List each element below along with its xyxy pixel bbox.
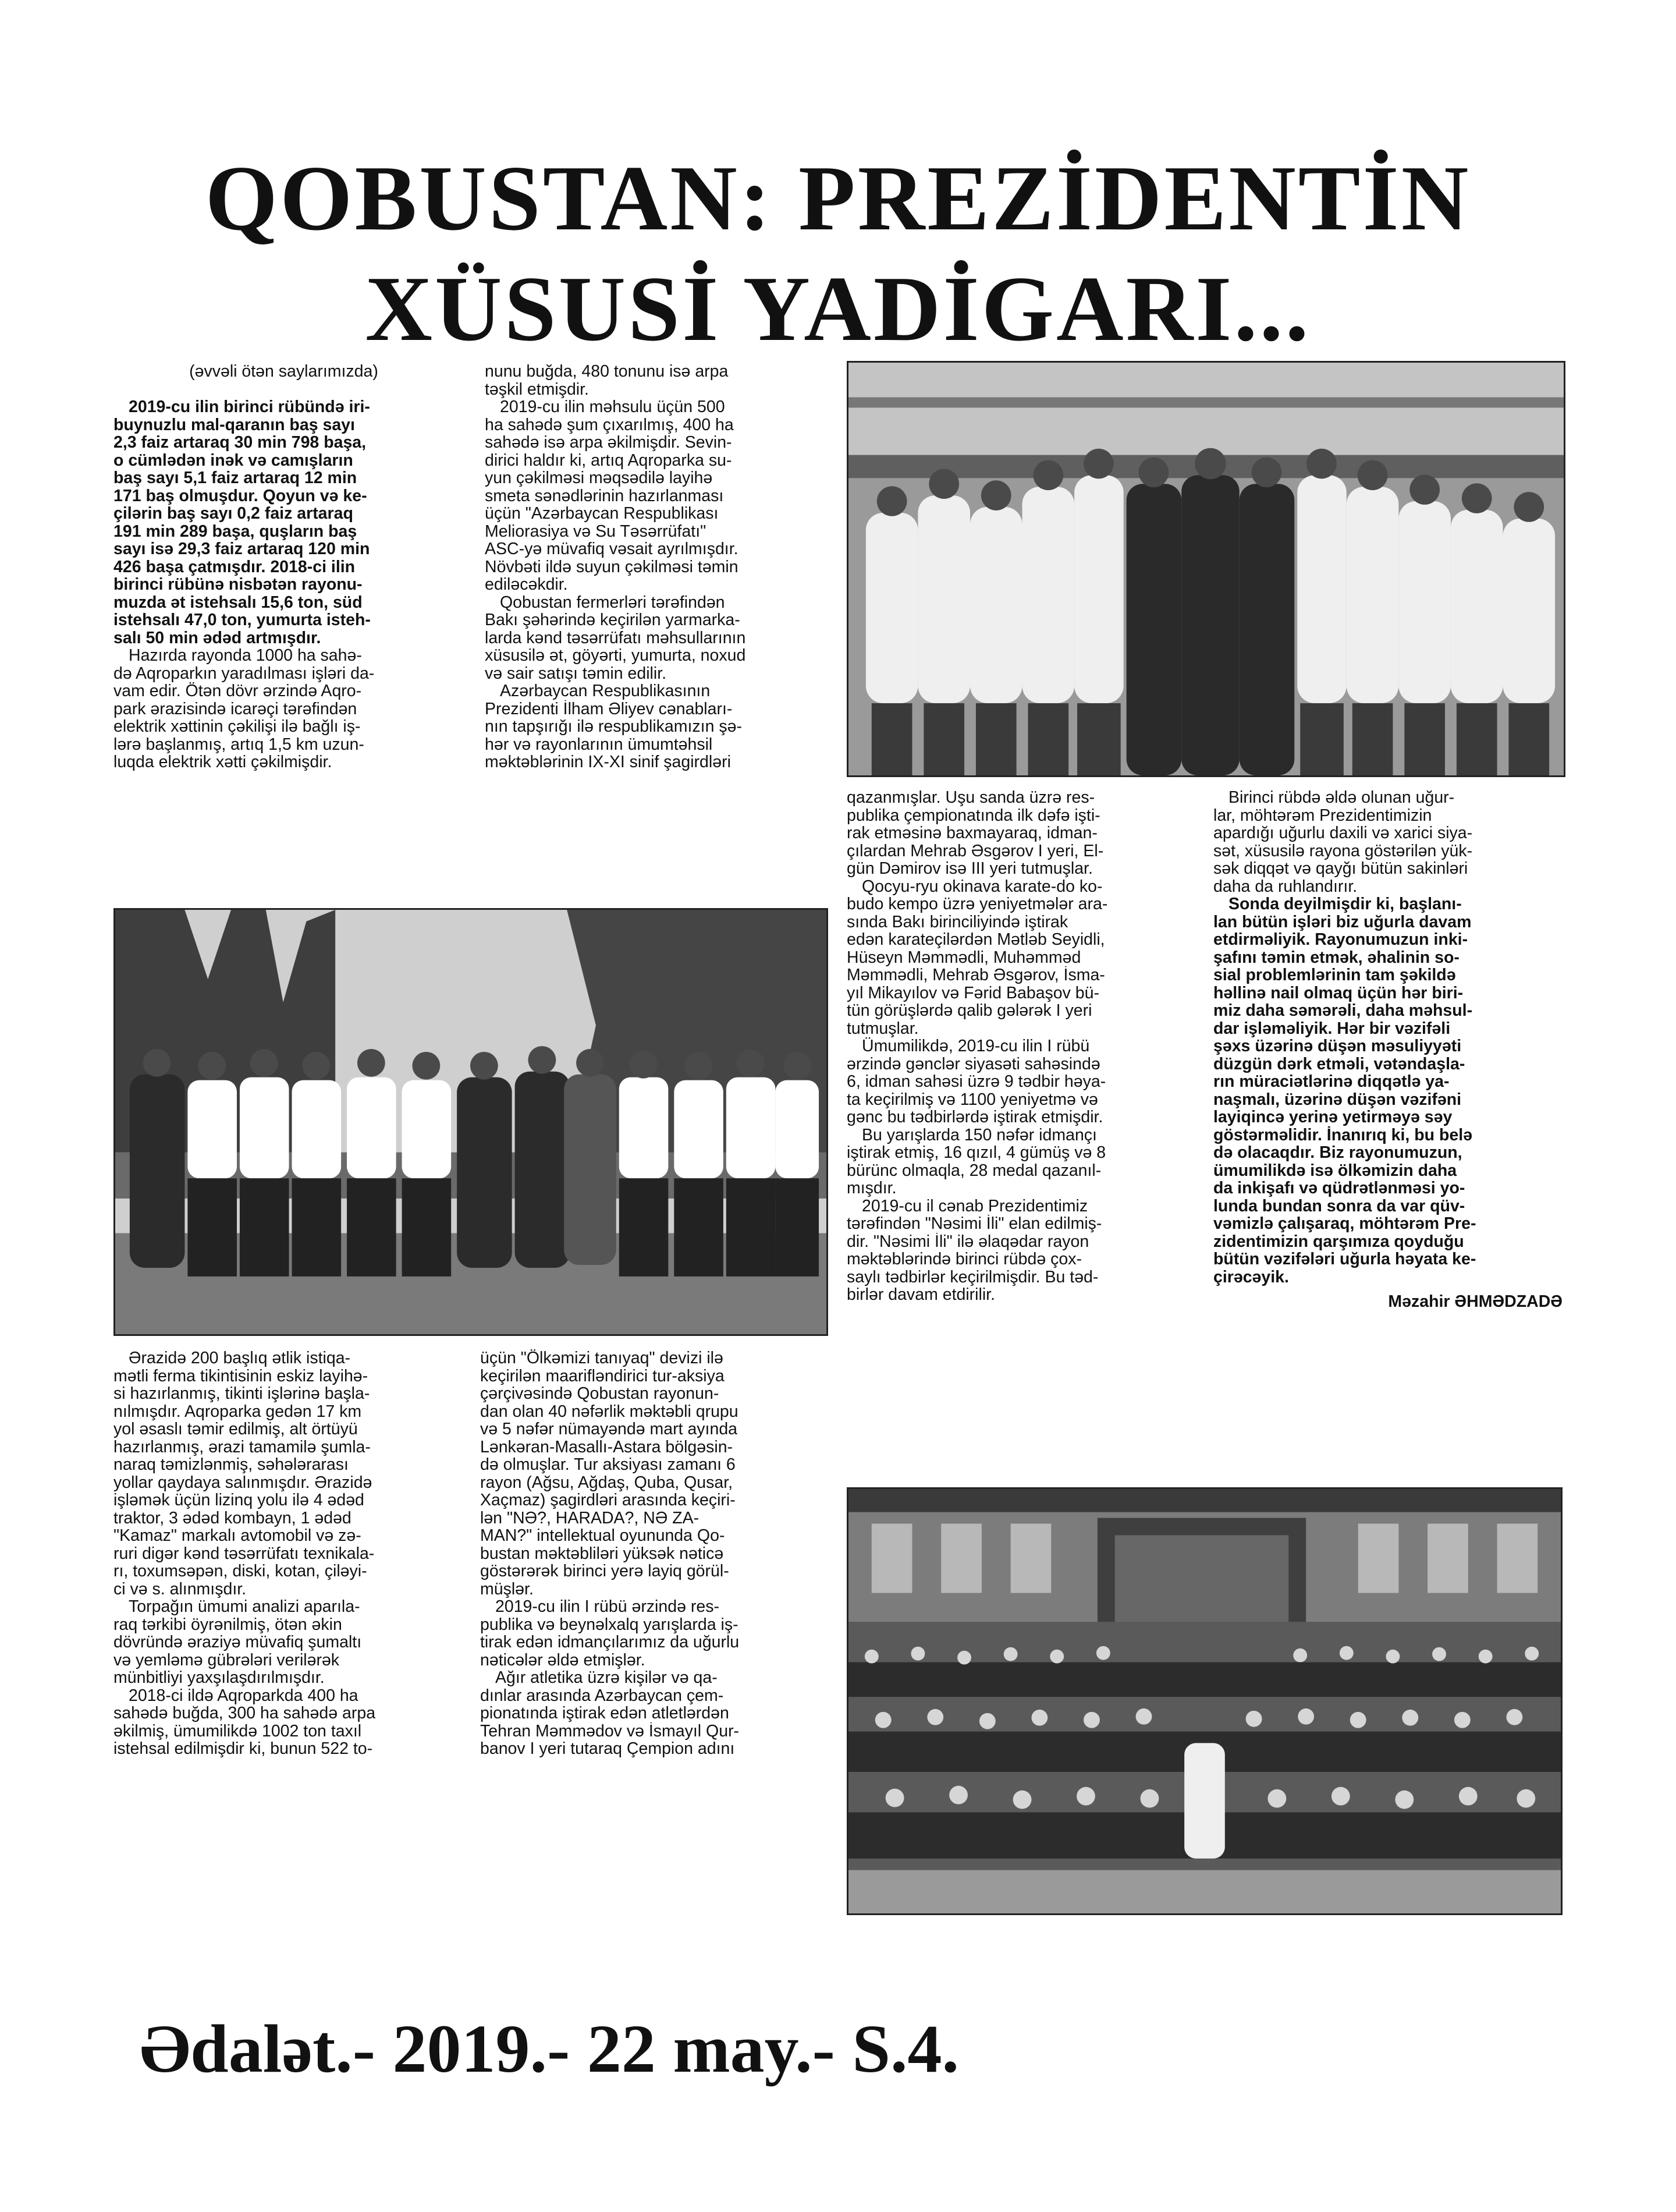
text-line: nəticələr əldə etmişlər. xyxy=(480,1651,645,1669)
text-line: tərəfindən "Nəsimi İli" elan edilmiş- xyxy=(847,1215,1102,1233)
text-line: etdirməliyik. Rayonumuzun inki- xyxy=(1213,931,1468,949)
text-line: Azərbaycan Respublikasının xyxy=(500,682,711,700)
text-line: Ərazidə 200 başlıq ətlik istiqa- xyxy=(129,1349,351,1367)
text-line: naraq təmizlənmiş, səhələrarası xyxy=(113,1456,349,1474)
text-line: gün Dəmirov isə III yeri tutmuşlar. xyxy=(847,860,1093,878)
text-line: və 5 nəfər nümayəndə mart ayında xyxy=(480,1420,738,1438)
text-line: publika və beynəlxalq yarışlarda iş- xyxy=(480,1615,738,1633)
text-line: təşkil etmişdir. xyxy=(485,380,589,398)
text-line: da inkişafı və qüdrətlənməsi yo- xyxy=(1213,1179,1465,1197)
text-line: baş sayı 5,1 faiz artaraq 12 min xyxy=(113,469,357,487)
text-line: mətli ferma tikintisinin eskiz layihə- xyxy=(113,1367,368,1385)
text-line: və sair satışı təmin edilir. xyxy=(485,664,667,682)
text-line: keçirilən maarifləndirici tur-aksiya xyxy=(480,1367,725,1385)
text-line: traktor, 3 ədəd kombayn, 1 ədəd xyxy=(113,1509,351,1527)
text-line: 191 min 289 başa, quşların baş xyxy=(113,522,357,540)
text-line: qazanmışlar. Uşu sanda üzrə res- xyxy=(847,789,1095,807)
text-line: Qobustan fermerləri tərəfindən xyxy=(500,593,725,611)
text-line: larda kənd təsərrüfatı məhsullarının xyxy=(485,629,746,647)
text-line: 426 başa çatmışdır. 2018-ci ilin xyxy=(113,558,356,576)
text-line: istehsalı 47,0 ton, yumurta isteh- xyxy=(113,611,371,629)
text-line: publika çempionatında ilk dəfə işti- xyxy=(847,806,1100,824)
photo-group-safety-vests xyxy=(113,908,828,1336)
text-line: nunu buğda, 480 tonunu isə arpa xyxy=(485,363,729,381)
text-line: Tehran Məmmədov və İsmayıl Qur- xyxy=(480,1722,740,1740)
text-line: Qocyu-ryu okinava karate-do ko- xyxy=(862,877,1103,895)
text-line: si hazırlanmış, tikinti işlərinə başla- xyxy=(113,1385,370,1403)
text-line: sayı isə 29,3 faiz artaraq 120 min xyxy=(113,540,370,558)
text-line: rayon (Ağsu, Ağdaş, Quba, Qusar, xyxy=(480,1473,733,1491)
column-2-top xyxy=(485,363,826,771)
text-line: əkilmiş, ümumilikdə 1002 ton taxıl xyxy=(113,1722,362,1740)
text-line: 2019-cu il cənab Prezidentimiz xyxy=(862,1197,1088,1215)
text-line: müşlər. xyxy=(480,1580,534,1598)
text-line: sında Bakı birinciliyində iştirak xyxy=(847,913,1068,931)
text-line: Ümumilikdə, 2019-cu ilin I rübü xyxy=(862,1037,1090,1055)
text-line: ediləcəkdir. xyxy=(485,576,568,594)
text-line: dar işləməliyik. Hər bir vəzifəli xyxy=(1213,1019,1451,1037)
photo-group-white-coats xyxy=(847,361,1565,777)
text-line: Məmmədli, Mehrab Əsgərov, İsma- xyxy=(847,966,1105,984)
text-line: Torpağın ümumi analizi aparıla- xyxy=(129,1598,360,1616)
photo-crowd-building xyxy=(847,1487,1563,1915)
text-line: tün görüşlərdə qalib gələrək I yeri xyxy=(847,1002,1092,1020)
text-line: yun çəkilməsi məqsədilə layihə xyxy=(485,469,713,487)
headline-line-1: QOBUSTAN: PREZİDENTİN xyxy=(205,146,1471,250)
text-line: tutmuşlar. xyxy=(847,1019,919,1037)
text-line: münbitliyi yaxşılaşdırılmışdır. xyxy=(113,1669,325,1687)
text-line: muzda ət istehsalı 15,6 ton, süd xyxy=(113,593,363,611)
text-line: sial problemlərinin tam şəkildə xyxy=(1213,966,1456,984)
text-line: Prezidenti İlham Əliyev cənabları- xyxy=(485,700,733,718)
column-2-bottom xyxy=(480,1349,826,1758)
text-line: bürünc olmaqla, 28 medal qazanıl- xyxy=(847,1161,1102,1179)
text-line: Ağır atletika üzrə kişilər və qa- xyxy=(495,1669,718,1687)
text-line: 2019-cu ilin I rübü ərzində res- xyxy=(495,1598,719,1616)
text-line: hazırlanmış, ərazi tamamilə şumla- xyxy=(113,1438,371,1456)
text-line: saylı tədbirlər keçirilmişdir. Bu təd- xyxy=(847,1268,1099,1286)
text-line: birlər davam etdirilir. xyxy=(847,1286,995,1304)
text-line: çilərin baş sayı 0,2 faiz artaraq xyxy=(113,505,353,523)
text-line: o cümlədən inək və camışların xyxy=(113,451,353,469)
text-line: gənc bu tədbirlərdə iştirak etmişdir. xyxy=(847,1108,1103,1126)
headline-line-2: XÜSUSİ YADİGARI... xyxy=(365,257,1311,360)
text-line: hər və rayonlarının ümumtəhsil xyxy=(485,735,713,753)
text-line: Xaçmaz) şagirdləri arasında keçiri- xyxy=(480,1491,736,1509)
text-line: luqda elektrik xətti çəkilmişdir. xyxy=(113,753,332,771)
text-line: çirəcəyik. xyxy=(1213,1268,1289,1286)
photo-safety-vests-drawing xyxy=(115,910,826,1334)
byline: Məzahir ƏHMƏDZADƏ xyxy=(1388,1293,1563,1311)
text-line: "Kamaz" markalı avtomobil və zə- xyxy=(113,1527,361,1545)
column-4-middle xyxy=(1213,789,1563,1311)
text-line: ha sahədə şum çıxarılmış, 400 ha xyxy=(485,416,734,434)
photo-crowd-drawing xyxy=(848,1489,1561,1913)
text-line: rak etməsinə baxmayaraq, idman- xyxy=(847,824,1098,842)
text-line: dövründə əraziyə müvafiq şumaltı xyxy=(113,1633,362,1651)
text-line: lərə başlanmış, artıq 1,5 km uzun- xyxy=(113,735,364,753)
text-line: edən karateçilərdən Mətləb Seyidli, xyxy=(847,931,1105,949)
text-line: ruri digər kənd təsərrüfatı texnikala- xyxy=(113,1544,375,1562)
text-line: sət, xüsusilə rayona göstərilən yük- xyxy=(1213,842,1473,860)
text-line: sək diqqət və qayğı bütün sakinləri xyxy=(1213,860,1468,878)
text-line: şafını təmin etmək, əhalinin so- xyxy=(1213,948,1460,966)
text-line: çərçivəsində Qobustan rayonun- xyxy=(480,1385,719,1403)
text-line: Lənkəran-Masallı-Astara bölgəsin- xyxy=(480,1438,733,1456)
text-line: miz daha səmərəli, daha məhsul- xyxy=(1213,1002,1473,1020)
column-3-middle xyxy=(847,789,1196,1304)
text-line: dir. "Nəsimi İli" ilə əlaqədar rayon xyxy=(847,1232,1089,1250)
text-line: tirak edən idmançılarımız da uğurlu xyxy=(480,1633,740,1651)
text-line: məktəblərində birinci rübdə çox- xyxy=(847,1250,1082,1268)
text-line: 6, idman sahəsi üzrə 9 tədbir həya- xyxy=(847,1073,1106,1091)
text-line: 2018-ci ildə Aqroparkda 400 ha xyxy=(129,1686,358,1704)
text-line: çılardan Mehrab Əsgərov I yeri, El- xyxy=(847,842,1104,860)
text-line: Növbəti ildə suyun çəkilməsi təmin xyxy=(485,558,738,576)
text-line: yol əsaslı təmir edilmiş, alt örtüyü xyxy=(113,1420,358,1438)
text-line: üçün "Azərbaycan Respublikası xyxy=(485,505,719,523)
text-line: birinci rübünə nisbətən rayonu- xyxy=(113,576,363,594)
text-line: lunda bundan sonra da var qüv- xyxy=(1213,1197,1465,1215)
text-line: Bu yarışlarda 150 nəfər idmançı xyxy=(862,1126,1097,1144)
footer-source-citation: Ədalət.- 2019.- 22 may.- S.4. xyxy=(140,2011,960,2087)
text-line: 171 baş olmuşdur. Qoyun və ke- xyxy=(113,487,367,505)
text-line: lən "NƏ?, HARADA?, NƏ ZA- xyxy=(480,1509,699,1527)
text-line: smeta sənədlərinin hazırlanması xyxy=(485,487,724,505)
text-line: düzgün dərk etməli, vətəndaşla- xyxy=(1213,1055,1465,1073)
text-line: Hüseyn Məmmədli, Muhəmməd xyxy=(847,948,1081,966)
text-line: də Aqroparkın yaradılması işləri da- xyxy=(113,664,375,682)
text-line: rı, toxumsəpən, diski, kotan, çiləyi- xyxy=(113,1562,367,1580)
text-line: də olmuşlar. Tur aksiyası zamanı 6 xyxy=(480,1456,736,1474)
text-line: bütün vəzifələri uğurla həyata ke- xyxy=(1213,1250,1476,1268)
text-line: buynuzlu mal-qaranın baş sayı xyxy=(113,416,355,434)
text-line: ci və s. alınmışdır. xyxy=(113,1580,247,1598)
text-line: məktəblərinin IX-XI sinif şagirdləri xyxy=(485,753,731,771)
text-line: elektrik xəttinin çəkilişi ilə bağlı iş- xyxy=(113,718,361,736)
text-line: lar, möhtərəm Prezidentimizin xyxy=(1213,806,1432,824)
text-line: park ərazisində icarəçi tərəfindən xyxy=(113,700,357,718)
text-line: dınlar arasında Azərbaycan çem- xyxy=(480,1686,724,1704)
text-line: Birinci rübdə əldə olunan uğur- xyxy=(1228,789,1455,807)
text-line: Hazırda rayonda 1000 ha sahə- xyxy=(129,647,362,665)
text-line: vəmizlə çalışaraq, möhtərəm Pre- xyxy=(1213,1215,1476,1233)
text-line: həllinə nail olmaq üçün hər biri- xyxy=(1213,984,1464,1002)
text-line: salı 50 min ədəd artmışdır. xyxy=(113,629,321,647)
text-line: lan bütün işləri biz uğurla davam xyxy=(1213,913,1472,931)
text-line: göstərərək birinci yerə layiq görül- xyxy=(480,1562,729,1580)
text-line: daha da ruhlandırır. xyxy=(1213,877,1358,895)
text-line: yollar qaydaya salınmışdır. Ərazidə xyxy=(113,1473,372,1491)
text-line: və yemləmə gübrələri verilərək xyxy=(113,1651,340,1669)
text-line: ümumilikdə isə ölkəmizin daha xyxy=(1213,1161,1457,1179)
text-line: nın tapşırığı ilə respublikamızın şə- xyxy=(485,718,742,736)
text-line: şəxs üzərinə düşən məsuliyyəti xyxy=(1213,1037,1462,1055)
text-line: də olacaqdır. Biz rayonumuzun, xyxy=(1213,1144,1462,1162)
text-line: layiqincə yerinə yetirməyə səy xyxy=(1213,1108,1453,1126)
text-line: bustan məktəbliləri yüksək nəticə xyxy=(480,1544,724,1562)
text-line: budo kempo üzrə yeniyetmələr ara- xyxy=(847,895,1108,913)
text-line: vam edir. Ötən dövr ərzində Aqro- xyxy=(113,682,362,700)
text-line: ASC-yə müvafiq vəsait ayrılmışdır. xyxy=(485,540,738,558)
text-line: MAN?" intellektual oyununda Qo- xyxy=(480,1527,725,1545)
text-line: sahədə isə arpa əkilmişdir. Sevin- xyxy=(485,434,732,452)
text-line xyxy=(113,381,454,399)
text-line: banov I yeri tutaraq Çempion adını xyxy=(480,1740,735,1758)
text-line: Sonda deyilmişdir ki, başlanı- xyxy=(1228,895,1462,913)
text-line: (əvvəli ötən saylarımızda) xyxy=(189,363,378,381)
text-line: Bakı şəhərində keçirilən yarmarka- xyxy=(485,611,740,629)
text-line: nılmışdır. Aqroparka gedən 17 km xyxy=(113,1402,362,1420)
text-line: istehsal edilmişdir ki, bunun 522 to- xyxy=(113,1740,373,1758)
text-line: 2,3 faiz artaraq 30 min 798 başa, xyxy=(113,434,367,452)
text-line: 2019-cu ilin birinci rübündə iri- xyxy=(129,398,370,416)
text-line: raq tərkibi öyrənilmiş, ötən əkin xyxy=(113,1615,342,1633)
text-line: apardığı uğurlu daxili və xarici siya- xyxy=(1213,824,1473,842)
text-line: dan olan 40 nəfərlik məktəbli qrupu xyxy=(480,1402,738,1420)
text-line: iştirak etmiş, 16 qızıl, 4 gümüş və 8 xyxy=(847,1144,1106,1162)
text-line: ta keçirilmiş və 1100 yeniyetmə və xyxy=(847,1090,1098,1108)
text-line: Meliorasiya və Su Təsərrüfatı" xyxy=(485,522,706,540)
text-line: üçün "Ölkəmizi tanıyaq" devizi ilə xyxy=(480,1349,723,1367)
text-line: göstərməlidir. İnanırıq ki, bu belə xyxy=(1213,1126,1473,1144)
text-line: ərzində gənclər siyasəti sahəsində xyxy=(847,1055,1100,1073)
text-line: rın müraciətlərinə diqqətlə ya- xyxy=(1213,1073,1450,1091)
text-line: mışdır. xyxy=(847,1179,897,1197)
text-line: pionatında iştirak edən atletlərdən xyxy=(480,1704,729,1722)
text-line: zidentimizin qarşımıza qoyduğu xyxy=(1213,1232,1464,1250)
text-line: işləmək üçün lizinq yolu ilə 4 ədəd xyxy=(113,1491,364,1509)
text-line: xüsusilə ət, göyərti, yumurta, noxud xyxy=(485,647,746,665)
photo-white-coats-drawing xyxy=(848,363,1564,775)
text-line: sahədə buğda, 300 ha sahədə arpa xyxy=(113,1704,376,1722)
column-1-top xyxy=(113,363,454,771)
text-line: naşmalı, üzərinə düşən vəzifəni xyxy=(1213,1090,1462,1108)
text-line: dirici haldır ki, artıq Aqroparka su- xyxy=(485,451,732,469)
column-1-bottom xyxy=(113,1349,457,1758)
text-line: yıl Mikayılov və Fərid Babaşov bü- xyxy=(847,984,1099,1002)
text-line: 2019-cu ilin məhsulu üçün 500 xyxy=(500,398,725,416)
